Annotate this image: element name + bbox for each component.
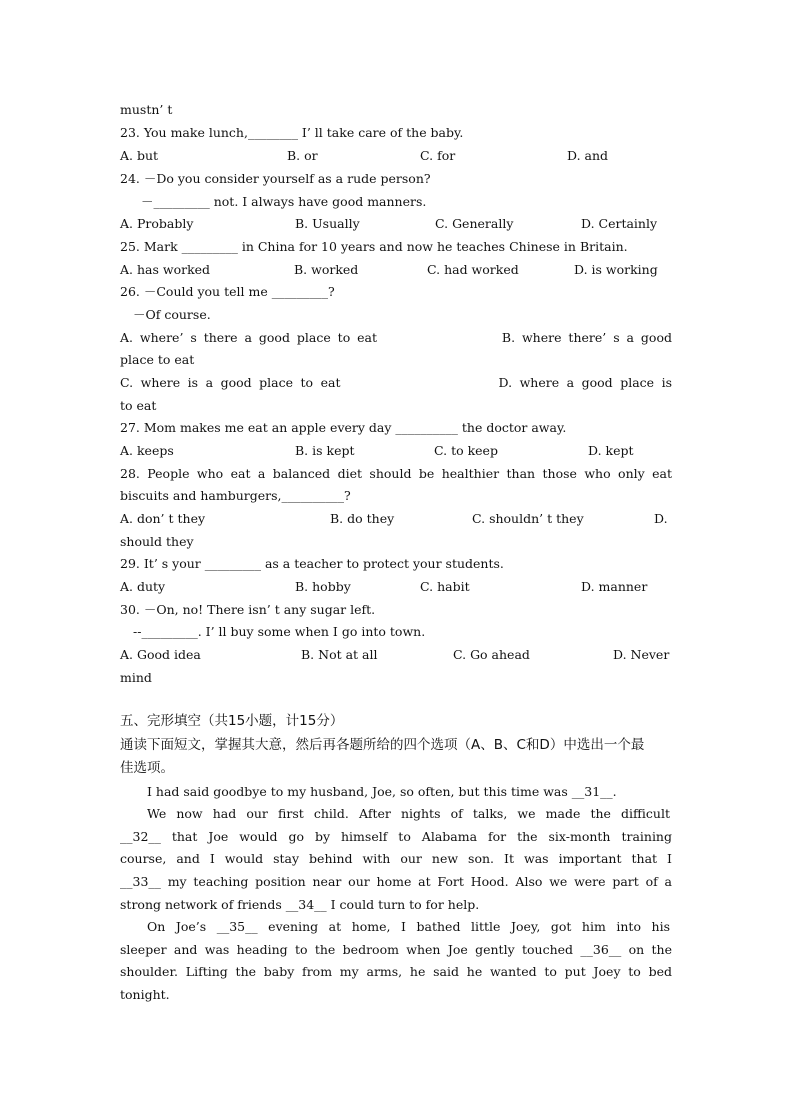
- option-a: A. keeps: [120, 443, 174, 458]
- question-25-options: [120, 258, 672, 281]
- option-c: C. habit: [420, 579, 470, 594]
- option-b: B. hobby: [295, 579, 351, 594]
- passage-line: tonight.: [120, 987, 170, 1002]
- question-30-options: [120, 643, 672, 666]
- option-b: B. do they: [330, 511, 395, 526]
- option-b: B. worked: [294, 262, 359, 277]
- passage-line: sleeper and was heading to the bedroom when Joe gently touched __36__ on the: [120, 942, 672, 957]
- question-28: 28. People who eat a balanced diet should be healthier than those who only eat: [120, 466, 672, 481]
- option-b: B. Usually: [295, 216, 360, 231]
- option-d: D. is working: [574, 262, 658, 277]
- question-26: 26. －Could you tell me _________?: [120, 284, 335, 299]
- question-25: 25. Mark _________ in China for 10 years and now he teaches Chinese in Britain.: [120, 239, 628, 254]
- option-d: D.: [654, 511, 668, 526]
- option-d: D. Certainly: [581, 216, 658, 231]
- question-24: 24. －Do you consider yourself as a rude person?: [120, 171, 431, 186]
- option-d: D. kept: [588, 443, 634, 458]
- option-a: A. but: [120, 148, 159, 163]
- passage-line: __32__ that Joe would go by himself to Alabama for the six-month training: [120, 829, 672, 844]
- option-d: D. and: [567, 148, 609, 163]
- option-a: A. Probably: [120, 216, 194, 231]
- text-line: mustn’ t: [120, 102, 173, 117]
- question-26-options-cd: C. where is a good place to eat D. where a good place is: [120, 375, 672, 390]
- passage-line: __33__ my teaching position near our home at Fort Hood. Also we were part of a: [120, 874, 672, 889]
- option-b: B. is kept: [295, 443, 355, 458]
- question-26-options-ab: A. where’ s there a good place to eat B. where there’ s a good: [120, 330, 672, 345]
- passage-line: shoulder. Lifting the baby from my arms, he said he wanted to put Joey to bed: [120, 964, 672, 979]
- question-30: 30. －On, no! There isn’ t any sugar left.: [120, 602, 376, 617]
- option-c: C. Go ahead: [453, 647, 530, 662]
- option-b: B. Not at all: [301, 647, 378, 662]
- section-instructions: 通读下面短文，掌握其大意，然后再各题所给的四个选项（A、B、C和D）中选出一个最: [120, 737, 645, 753]
- question-29: 29. It’ s your _________ as a teacher to protect your students.: [120, 556, 504, 571]
- option-c: C. for: [420, 148, 456, 163]
- question-29-options: [120, 575, 672, 598]
- option-c: C. had worked: [427, 262, 519, 277]
- question-23: 23. You make lunch,________ I’ ll take care of the baby.: [120, 125, 464, 140]
- option-d: D. Never: [613, 647, 670, 662]
- option-a: A. Good idea: [120, 647, 201, 662]
- question-27-options: [120, 439, 672, 462]
- option-b: B. or: [287, 148, 318, 163]
- passage-line: On Joe’s __35__ evening at home, I bathed little Joey, got him into his: [147, 919, 670, 934]
- option-a: A. duty: [120, 579, 166, 594]
- passage-line: We now had our first child. After nights of talks, we made the difficult: [147, 806, 670, 821]
- option-a: A. don’ t they: [120, 511, 206, 526]
- question-27: 27. Mom makes me eat an apple every day __________ the doctor away.: [120, 420, 567, 435]
- question-30-response: --_________. I’ ll buy some when I go into town.: [133, 624, 426, 639]
- option-c: C. to keep: [434, 443, 498, 458]
- passage-line: I had said goodbye to my husband, Joe, so often, but this time was __31__.: [147, 784, 617, 799]
- question-23-options: [120, 144, 672, 167]
- option-c: C. shouldn’ t they: [472, 511, 584, 526]
- text-line: should they: [120, 534, 194, 549]
- text-line: mind: [120, 670, 152, 685]
- section-instructions-cont: 佳选项。: [120, 760, 174, 776]
- question-24-response: －_________ not. I always have good manners.: [141, 194, 427, 209]
- question-24-options: [120, 212, 672, 235]
- question-26-response: －Of course.: [133, 307, 211, 322]
- passage-line: strong network of friends __34__ I could turn to for help.: [120, 897, 480, 912]
- text-line: to eat: [120, 398, 157, 413]
- text-line: place to eat: [120, 352, 195, 367]
- section-title: 五、完形填空（共15小题，计15分）: [120, 713, 344, 729]
- text-line: biscuits and hamburgers,__________?: [120, 488, 351, 503]
- option-d: D. manner: [581, 579, 648, 594]
- question-28-options: [120, 507, 672, 530]
- passage-line: course, and I would stay behind with our new son. It was important that I: [120, 851, 672, 866]
- option-a: A. has worked: [120, 262, 211, 277]
- option-c: C. Generally: [435, 216, 514, 231]
